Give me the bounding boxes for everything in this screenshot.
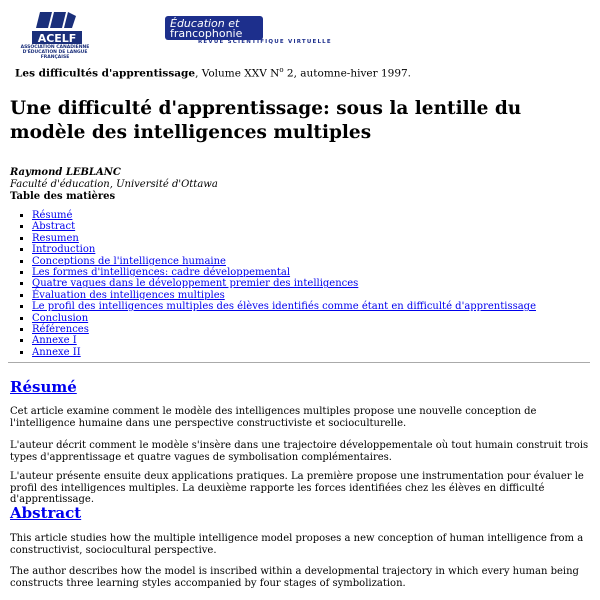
ef-line2: francophonie — [170, 27, 243, 40]
number-sup: o — [279, 66, 284, 74]
toc-heading: Table des matières — [10, 191, 116, 202]
toc-link-references[interactable]: Références — [32, 324, 89, 336]
acelf-wordmark: ACELF — [37, 32, 77, 45]
journal-name: Les difficultés d'apprentissage — [15, 67, 196, 80]
resume-paragraph-2: L'auteur décrit comment le modèle s'insère dans une trajectoire développementale où tout humain construit trois types d'apprentissage et quatre vagues de symbolisation complémentaires. — [10, 440, 589, 463]
resume-paragraph-1: Cet article examine comment le modèle des intelligences multiples propose une nouvelle conception de l'intelligence humaine dans une perspective constructiviste et socioculturelle. — [10, 406, 537, 429]
toc-item — [32, 233, 536, 244]
toc-link-annexe-2[interactable]: Annexe II — [32, 346, 81, 358]
toc-link-profil[interactable]: Le profil des intelligences multiples des élèves identifiés comme étant en difficulté d'apprentissage — [32, 301, 536, 313]
education-francophonie-logo[interactable] — [165, 16, 332, 50]
toc-item — [32, 244, 536, 255]
toc-link-resume[interactable]: Résumé — [32, 210, 73, 221]
volume-pre: , Volume XXV N — [195, 67, 280, 80]
resume-heading[interactable]: Résumé — [10, 378, 77, 396]
toc-item — [32, 278, 536, 289]
acelf-emblem-icon — [10, 8, 100, 48]
toc-item — [32, 335, 536, 346]
toc-item — [32, 290, 536, 301]
toc-item — [32, 347, 536, 358]
table-of-contents — [10, 210, 536, 358]
ef-subtitle: REVUE SCIENTIFIQUE VIRTUELLE — [198, 39, 332, 45]
abstract-paragraph-1: This article studies how the multiple intelligence model proposes a new conception of human intelligence from a constructivist, sociocultural perspective. — [10, 533, 584, 556]
ef-line1: Éducation et — [170, 17, 240, 30]
toc-link-conclusion[interactable]: Conclusion — [32, 312, 89, 324]
toc-item — [32, 267, 536, 278]
toc-link-resumen[interactable]: Resumen — [32, 232, 79, 244]
toc-link-conceptions[interactable]: Conceptions de l'intelligence humaine — [32, 255, 226, 267]
author-block — [10, 167, 218, 203]
section-divider — [8, 362, 590, 363]
toc-item — [32, 324, 536, 335]
toc-link-annexe-1[interactable]: Annexe I — [32, 335, 77, 347]
toc-link-introduction[interactable]: Introduction — [32, 244, 96, 256]
toc-item — [32, 256, 536, 267]
issue-citation — [15, 66, 411, 80]
author-affiliation: Faculté d'éducation, Université d'Ottawa — [10, 179, 218, 190]
ef-banner — [165, 16, 263, 40]
toc-item — [32, 301, 536, 312]
toc-link-evaluation[interactable]: Évaluation des intelligences multiples — [32, 289, 225, 301]
site-header — [0, 0, 600, 60]
volume-post: 2, automne-hiver 1997. — [283, 67, 412, 80]
toc-item — [32, 313, 536, 324]
toc-link-abstract[interactable]: Abstract — [32, 221, 76, 233]
toc-link-vagues[interactable]: Quatre vagues dans le développement premier des intelligences — [32, 278, 359, 290]
toc-item — [32, 210, 536, 221]
toc-item — [32, 221, 536, 232]
author-name: Raymond LEBLANC — [10, 167, 121, 178]
article-title: Une difficulté d'apprentissage: sous la lentille du modèle des intelligences multiples — [10, 98, 522, 143]
resume-paragraph-3: L'auteur présente ensuite deux applications pratiques. La première propose une instrumentation pour évaluer le profil des intelligences multiples. La deuxième rapporte les forces identifiées chez les élèves en difficulté d'apprentissage. — [10, 471, 584, 506]
abstract-heading[interactable]: Abstract — [10, 504, 82, 522]
abstract-paragraph-2: The author describes how the model is inscribed within a developmental trajectory in which every human being constructs three learning styles accompanied by four stages of symbolization. — [10, 566, 579, 589]
toc-link-formes[interactable]: Les formes d'intelligences: cadre développemental — [32, 267, 291, 279]
acelf-full-name: ASSOCIATION CANADIENNE D'ÉDUCATION DE LANGUE FRANÇAISE — [20, 45, 90, 60]
